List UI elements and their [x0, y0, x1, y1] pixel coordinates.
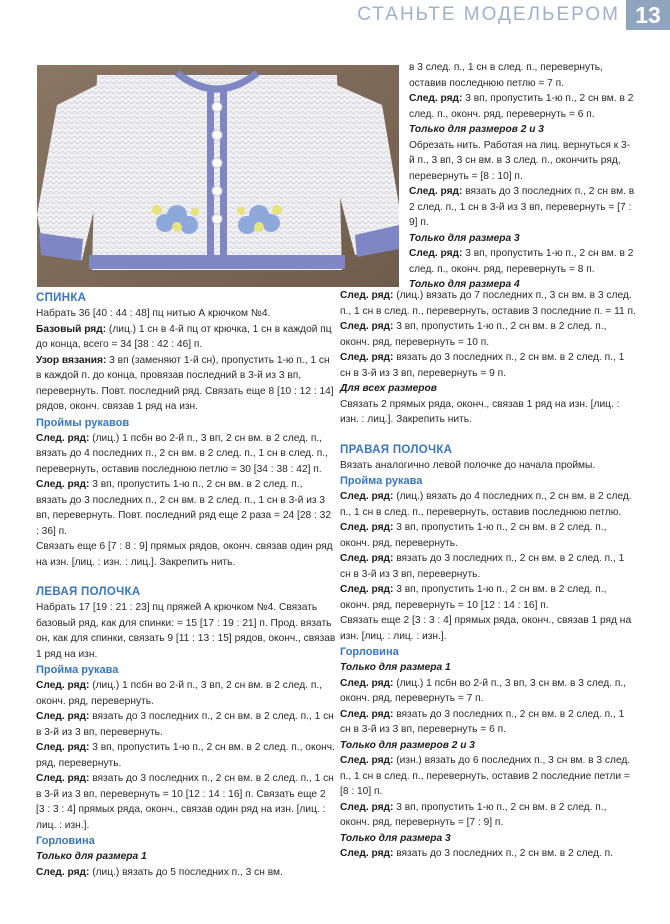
- row-text: (лиц.) вязать до 4 последних п., 2 сн вм. в 2 след. п., 1 сн в след. п., перевернуть, оставив последнюю петлю.: [340, 491, 632, 518]
- row-text: вязать до 3 последних п., 2 сн вм. в 2 след. п., 1 сн в 3-й из 3 вп, перевернуть = 10 [12 : 14 : 16] п. Связать еще 2 [3 : 3 : 4] прямых ряда, оконч., связав один ряд на изн. [лиц. : лиц. : изн.].: [36, 773, 334, 831]
- row-text: 3 вп, пропустить 1-ю п., 2 сн вм. в 2 след. п., оконч. ряд, перевернуть = 10 п.: [340, 321, 607, 348]
- left-front-intro: Набрать 17 [19 : 21 : 23] пц пряжей А крючком №4. Связать базовый ряд, как для спинки: = 15 [17 : 19 : 21] п. Прод. вязать он, как для спинки, связать 9 [11 : 13 : 15] рядов, оконч., связав 1 ряд на изн.: [36, 602, 336, 660]
- size-1-label: Только для размера 1: [36, 851, 147, 862]
- pattern-paragraph: [36, 353, 336, 415]
- row-text: 3 вп, пропустить 1-ю п., 2 сн вм. в 2 след. п., оконч. ряд, перевернуть.: [340, 522, 607, 549]
- neck-row-6: [340, 319, 636, 350]
- right-sizes-2-3-label: Только для размеров 2 и 3: [340, 739, 475, 751]
- row-text: вязать до 3 последних п., 2 сн вм. в 2 след. п.: [393, 848, 613, 859]
- row-label: След. ряд:: [36, 432, 90, 444]
- continued-text: в 3 след. п., 1 сн в след. п., перевернуть, оставив последнюю петлю = 7 п.: [409, 62, 603, 89]
- right-armhole-row-1: [340, 489, 636, 520]
- right-front-intro: Вязать аналогично левой полочке до начала проймы.: [340, 459, 596, 471]
- sizes-2-3-label: Только для размеров 2 и 3: [409, 124, 544, 135]
- sizes-2-3-text: Обрезать нить. Работая на лиц. вернуться к 3-й п., 3 вп, 3 сн вм. в 3 след. п., окончить ряд, перевернуть = [8 : 10] п.: [409, 139, 631, 182]
- row-text: вязать до 3 последних п., 2 сн вм. в 2 след. п., 1 сн в 3-й из 3 вп, перевернуть.: [36, 711, 334, 738]
- back-heading: СПИНКА: [36, 292, 87, 304]
- row-label: След. ряд:: [36, 479, 90, 490]
- row-text: 3 вп, пропустить 1-ю п., 2 сн вм. в 2 след. п., оконч. ряд, перевернуть = 6 п.: [409, 93, 634, 120]
- cardigan-illustration: [37, 65, 399, 287]
- neck-row-5: [340, 288, 636, 319]
- row-label: След. ряд:: [409, 248, 463, 259]
- left-armhole-row-3: [36, 740, 336, 771]
- magazine-section-title: СТАНЬТЕ МОДЕЛЬЕРОМ: [357, 4, 620, 25]
- armhole-row-1: [36, 431, 336, 478]
- back-intro: Набрать 36 [40 : 44 : 48] пц нитью А крючком №4.: [36, 308, 271, 319]
- row-text: вязать до 3 последних п., 2 сн вм. в 2 след. п., 1 сн в 3-й из 3 вп, перевернуть = 9 п.: [340, 352, 625, 379]
- knitted-cardigan-photo: [37, 65, 399, 287]
- neck-row-3: [409, 184, 635, 231]
- base-row-label: Базовый ряд:: [36, 323, 107, 335]
- right-armhole-row-4: [340, 582, 636, 613]
- row-text: 3 вп, пропустить 1-ю п., 2 сн вм. в 2 след. п., вязать до 3 последних п., 2 сн вм. в 2 след. п., 1 сн в 3-й из 3 вп, перевернуть. Повт. последний ряд еще 2 раза = 24 [28 : 32 : 36] п.: [36, 479, 331, 537]
- row-label: След. ряд:: [340, 491, 394, 502]
- row-label: След. ряд:: [340, 352, 394, 363]
- left-armhole-row-2: [36, 709, 336, 740]
- left-front-heading: ЛЕВАЯ ПОЛОЧКА: [36, 586, 141, 598]
- left-armhole-row-4: [36, 771, 336, 833]
- row-text: (лиц.) 1 псбн во 2-й п., 3 вп, 2 сн вм. в 2 след. п., вязать до 4 последних п., 2 сн вм. в 2 след. п., 1 сн в след. п., перевернуть, оставив последнюю петлю = 30 [34 : 38 : 42] п.: [36, 432, 328, 475]
- row-text: вязать до 3 последних п., 2 сн вм. в 2 след. п., 1 сн в 3-й из 3 вп, перевернуть.: [340, 553, 625, 580]
- base-row-paragraph: [36, 322, 336, 353]
- neck-row-2: [409, 91, 635, 122]
- pattern-label: Узор вязания:: [36, 354, 107, 366]
- page-number: 13: [626, 0, 670, 30]
- right-neck-row-3: [340, 753, 636, 800]
- neck-heading: Горловина: [36, 835, 95, 847]
- row-text: (лиц.) вязать до 5 последних п., 3 сн вм.: [89, 866, 283, 878]
- row-label: След. ряд:: [36, 866, 90, 878]
- row-label: След. ряд:: [36, 773, 90, 784]
- right-size-1-label: Только для размера 1: [340, 662, 451, 673]
- row-label: След. ряд:: [340, 321, 394, 332]
- right-column-bottom: [340, 288, 636, 862]
- right-neck-row-1: [340, 676, 636, 707]
- right-front-heading: ПРАВАЯ ПОЛОЧКА: [340, 443, 453, 456]
- row-text: 3 вп, пропустить 1-ю п., 2 сн вм. в 2 след. п., оконч. ряд, перевернуть = 10 [12 : 14 : 16] п.: [340, 584, 607, 611]
- right-armhole-heading: Пройма рукава: [340, 475, 423, 487]
- left-armhole-row-1: [36, 678, 336, 709]
- right-armhole-row-3: [340, 551, 636, 582]
- row-label: След. ряд:: [340, 584, 394, 595]
- right-column-top: [409, 60, 635, 293]
- row-text: 3 вп, пропустить 1-ю п., 2 сн вм. в 2 след. п., оконч. ряд, перевернуть = [7 : 9] п.: [340, 801, 607, 828]
- row-label: След. ряд:: [340, 801, 394, 813]
- row-label: След. ряд:: [340, 553, 394, 564]
- right-neck-row-2: [340, 707, 636, 738]
- all-sizes-label: Для всех размеров: [340, 383, 437, 394]
- row-text: (лиц.) 1 псбн во 2-й п., 3 вп, 2 сн вм. в 2 след. п., оконч. ряд, перевернуть.: [36, 680, 323, 707]
- neck-row-7: [340, 350, 636, 381]
- right-neck-row-4: [340, 800, 636, 831]
- row-label: След. ряд:: [409, 186, 463, 197]
- row-text: (лиц.) вязать до 7 последних п., 3 сн вм. в 3 след. п., 1 сн в след. п., перевернуть, оставив 3 последние п. = 11 п.: [340, 290, 636, 317]
- row-label: След. ряд:: [340, 848, 394, 859]
- right-armhole-row-5: Связать еще 2 [3 : 3 : 4] прямых ряда, оконч., связав 1 ряд на изн. [лиц. : лиц. : изн.].: [340, 615, 632, 642]
- row-label: След. ряд:: [36, 711, 90, 722]
- left-column: [36, 290, 336, 880]
- pattern-text: 3 вп (заменяют 1-й сн), пропустить 1-ю п., 1 сн в каждой п. до конца, провязав последний в 3-й из 3 вп, перевернуть. Повт. последний ряд. Связать еще 8 [10 : 12 : 14] рядов, оконч. связав 1 ряд на изн.: [36, 354, 334, 412]
- base-row-text: (лиц.) 1 сн в 4-й пц от крючка, 1 сн в каждой пц до конца, всего = 34 [38 : 42 : 46] п.: [36, 323, 332, 350]
- right-neck-heading: Горловина: [340, 646, 399, 658]
- right-size-3-label: Только для размера 3: [340, 832, 451, 844]
- armhole-heading: Проймы рукавов: [36, 416, 130, 429]
- row-label: След. ряд:: [340, 755, 394, 766]
- row-label: След. ряд:: [340, 708, 394, 720]
- row-text: (лиц.) 1 псбн во 2-й п., 3 вп, 3 сн вм. в 3 след. п., оконч. ряд, перевернуть = 7 п.: [340, 677, 627, 704]
- right-armhole-row-2: [340, 520, 636, 551]
- row-label: След. ряд:: [36, 680, 90, 691]
- row-label: След. ряд:: [340, 290, 394, 301]
- row-text: (изн.) вязать до 6 последних п., 3 сн вм. в 3 след. п., 1 сн в след. п., перевернуть, оставив 2 последние петли = [8 : 10] п.: [340, 755, 631, 797]
- left-armhole-heading: Пройма рукава: [36, 664, 119, 676]
- size-3-label: Только для размера 3: [409, 232, 520, 244]
- neck-row-1: [36, 865, 336, 881]
- neck-row-4: [409, 246, 635, 277]
- row-label: След. ряд:: [340, 522, 394, 533]
- size-4-label: Только для размера 4: [409, 279, 520, 290]
- row-label: След. ряд:: [36, 742, 90, 753]
- armhole-row-3: Связать еще 6 [7 : 8 : 9] прямых рядов, оконч. связав один ряд на изн. [лиц. : изн. : лиц.]. Закрепить нить.: [36, 541, 333, 568]
- row-text: 3 вп, пропустить 1-ю п., 2 сн вм. в 2 след. п., оконч. ряд, перевернуть = 8 п.: [409, 248, 634, 275]
- right-neck-row-5: [340, 846, 636, 862]
- all-sizes-text: Связать 2 прямых ряда, оконч., связав 1 ряд на изн. [лиц. : изн. : лиц.]. Закрепить нить.: [340, 398, 620, 425]
- row-label: След. ряд:: [409, 93, 463, 104]
- row-label: След. ряд:: [340, 677, 394, 689]
- page-header: [0, 0, 670, 30]
- armhole-row-2: [36, 477, 336, 539]
- row-text: вязать до 3 последних п., 2 сн вм. в 2 след. п., 1 сн в 3-й из 3 вп, перевернуть = 6 п.: [340, 708, 625, 735]
- row-text: вязать до 3 последних п., 2 сн вм. в 2 след. п., 1 сн в 3-й из 3 вп, перевернуть = [7 : 9] п.: [409, 186, 635, 228]
- row-text: 3 вп, пропустить 1-ю п., 2 сн вм. в 2 след. п., оконч. ряд, перевернуть.: [36, 742, 335, 769]
